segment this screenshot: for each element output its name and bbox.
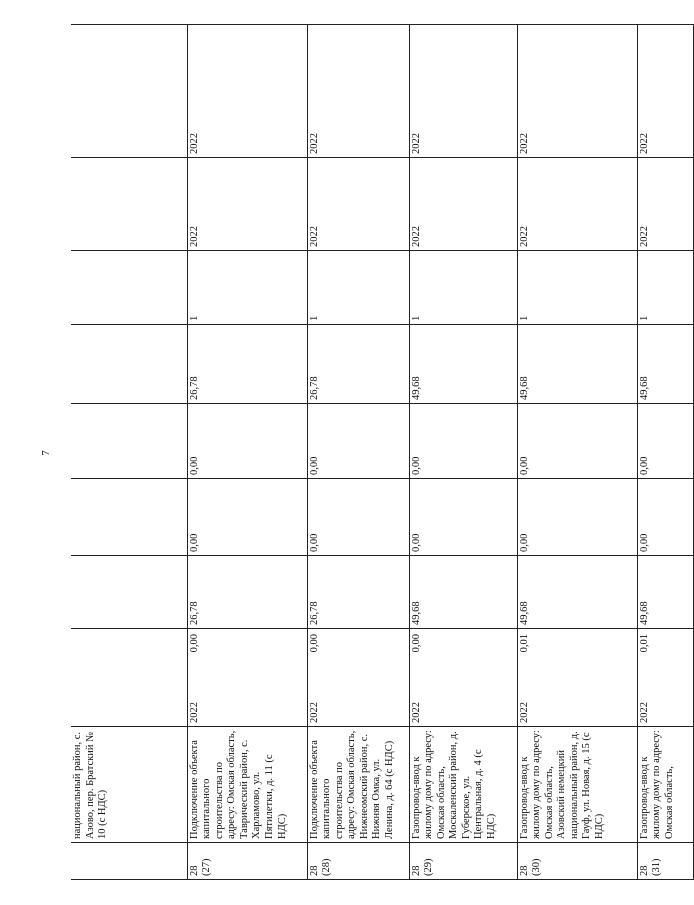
cell-name: национальный район, с. Азово, пер. Братский № 10 (с НДС)	[71, 727, 187, 843]
cell-v2: 26,78	[187, 556, 307, 629]
cell-y2: 2022	[409, 25, 517, 158]
row-index-main: 28	[188, 865, 200, 876]
cell-index	[637, 843, 693, 880]
cell-v2: 49,68	[409, 556, 517, 629]
cell-y1	[71, 158, 187, 251]
cell-v5: 49,68	[517, 325, 637, 404]
cell-v5: 49,68	[637, 325, 693, 404]
cell-y2: 2022	[637, 25, 693, 158]
cell-y1: 2022	[187, 158, 307, 251]
cell-y2	[71, 25, 187, 158]
cell-v4: 0,00	[637, 404, 693, 479]
cell-y2: 2022	[517, 25, 637, 158]
cell-v3: 0,00	[409, 479, 517, 556]
cell-v4: 0,00	[409, 404, 517, 479]
cell-v3: 0,00	[307, 479, 409, 556]
cell-v1: 0,00	[410, 634, 422, 653]
cell-year-v1	[517, 629, 637, 727]
cell-v4	[71, 404, 187, 479]
cell-v6: 1	[187, 251, 307, 325]
cell-v4: 0,00	[307, 404, 409, 479]
cell-y1: 2022	[637, 158, 693, 251]
cell-name: Газопровод-ввод к жилому дому по адресу: Омская область,	[637, 727, 693, 843]
cell-year-v1	[409, 629, 517, 727]
cell-index	[517, 843, 637, 880]
cell-v6: 1	[409, 251, 517, 325]
page-number: 7	[40, 450, 52, 456]
cell-year-v1	[187, 629, 307, 727]
cell-y2: 2022	[187, 25, 307, 158]
cell-year-v1	[71, 629, 187, 727]
cell-y1: 2022	[517, 158, 637, 251]
cell-v5: 26,78	[187, 325, 307, 404]
cell-v1: 0,00	[188, 634, 200, 653]
row-index-sub: (28)	[321, 858, 333, 876]
cell-v5	[71, 325, 187, 404]
cell-year: 2022	[308, 702, 320, 723]
row-index-sub: (30)	[531, 858, 543, 876]
cell-v5: 49,68	[409, 325, 517, 404]
cell-v6: 1	[517, 251, 637, 325]
row-index-main: 28	[518, 865, 530, 876]
cell-v1: 0,01	[518, 634, 530, 653]
cell-name: Газопровод-ввод к жилому дому по адресу: Омская область, Азовский немецкий национальный район, д. Гауф, ул. Новая, д. 15 (с НДС)	[517, 727, 637, 843]
cell-v4: 0,00	[187, 404, 307, 479]
cell-year-v1	[307, 629, 409, 727]
cell-y2: 2022	[307, 25, 409, 158]
table-row	[517, 25, 637, 880]
cell-v2: 49,68	[637, 556, 693, 629]
table-row	[409, 25, 517, 880]
cell-v2	[71, 556, 187, 629]
cell-v6: 1	[637, 251, 693, 325]
row-index-main: 28	[410, 865, 422, 876]
cell-v1: 0,00	[308, 634, 320, 653]
cell-year: 2022	[410, 702, 422, 723]
cell-y1: 2022	[307, 158, 409, 251]
cell-name: Подключение объекта капитального строительства по адресу: Омская область, Нижнеомский район, с. Нижняя Омка, ул. Ленина, д. 64 (с НДС)	[307, 727, 409, 843]
cell-name: Подключение объекта капитального строительства по адресу: Омская область, Таврический район, с. Харламово, ул. Пятилетки, д. 11 (с НДС)	[187, 727, 307, 843]
cell-index	[307, 843, 409, 880]
row-index-main: 28	[308, 865, 320, 876]
investment-table	[71, 24, 694, 880]
cell-v1: 0,01	[638, 634, 650, 653]
table-row	[637, 25, 693, 880]
row-index-sub: (29)	[423, 858, 435, 876]
cell-year-v1	[637, 629, 693, 727]
rotated-table-frame	[71, 25, 675, 880]
cell-index	[187, 843, 307, 880]
table-row	[187, 25, 307, 880]
row-index-sub: (27)	[201, 858, 213, 876]
cell-name: Газопровод-ввод к жилому дому по адресу: Омская область, Москаленский район, д. Губерское, ул. Центральная, д. 4 (с НДС)	[409, 727, 517, 843]
cell-year: 2022	[518, 702, 530, 723]
cell-v6: 1	[307, 251, 409, 325]
table-row	[307, 25, 409, 880]
cell-y1: 2022	[409, 158, 517, 251]
cell-v3: 0,00	[517, 479, 637, 556]
cell-v3	[71, 479, 187, 556]
row-index-main: 28	[638, 865, 650, 876]
cell-index	[409, 843, 517, 880]
cell-v2: 49,68	[517, 556, 637, 629]
table-row-carryover	[71, 25, 187, 880]
cell-v3: 0,00	[637, 479, 693, 556]
cell-v4: 0,00	[517, 404, 637, 479]
cell-year: 2022	[188, 702, 200, 723]
row-index-sub: (31)	[651, 858, 663, 876]
cell-v6	[71, 251, 187, 325]
cell-v2: 26,78	[307, 556, 409, 629]
cell-v5: 26,78	[307, 325, 409, 404]
table-body	[71, 25, 693, 880]
cell-year: 2022	[638, 702, 650, 723]
cell-index	[71, 843, 187, 880]
cell-v3: 0,00	[187, 479, 307, 556]
